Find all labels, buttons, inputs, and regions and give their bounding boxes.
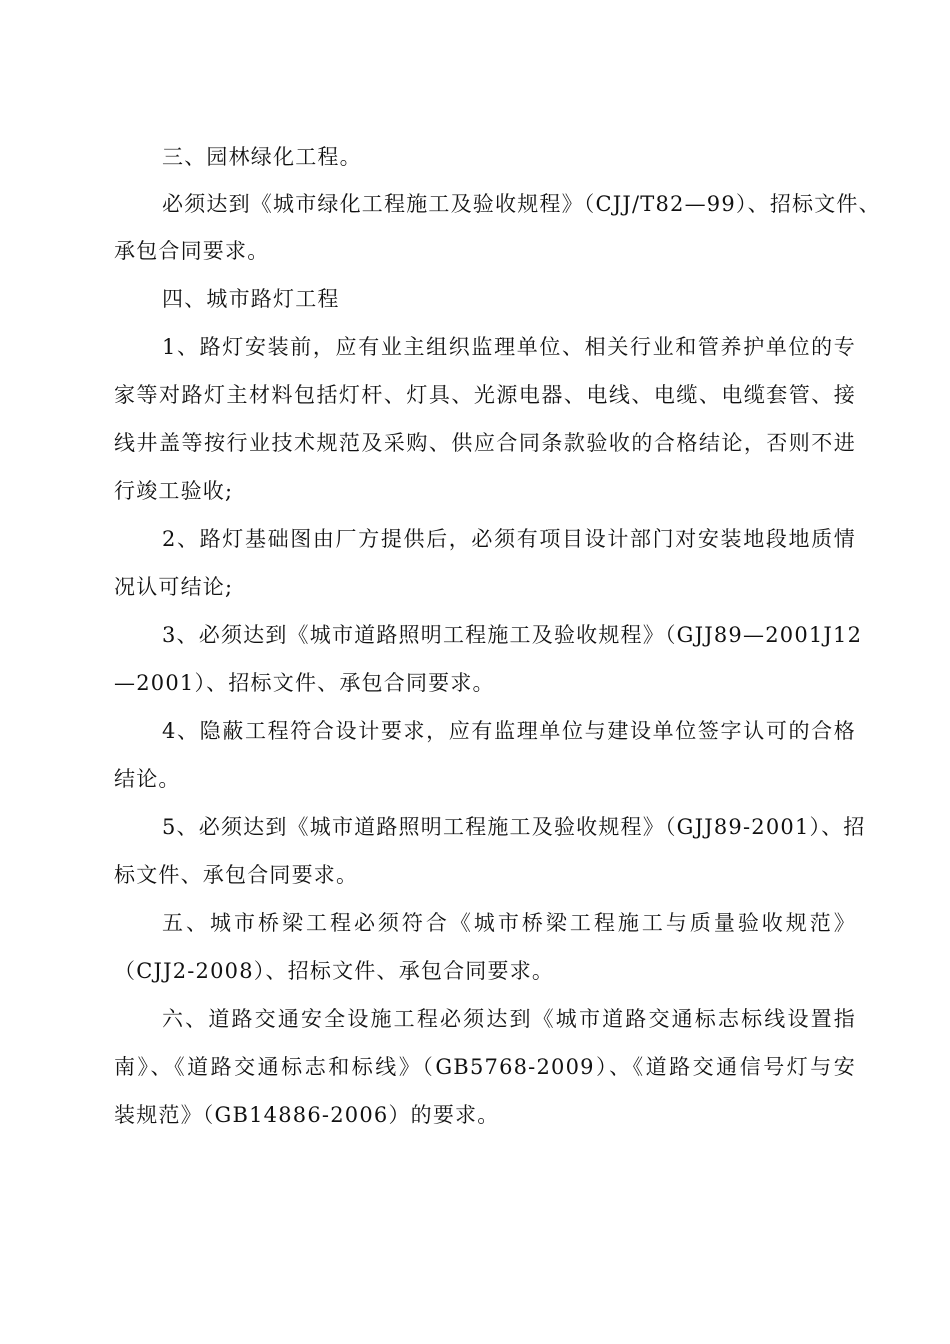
paragraph-line: 结论。 (114, 767, 181, 791)
paragraph-line: 5、必须达到《城市道路照明工程施工及验收规程》（GJJ89-2001）、招 (162, 815, 866, 839)
paragraph-line: 南》、《道路交通标志和标线》（GB5768-2009）、《道路交通信号灯与安 (114, 1055, 856, 1079)
paragraph-line: 行竣工验收; (114, 479, 234, 503)
paragraph-line: 承包合同要求。 (114, 239, 270, 263)
paragraph-line: 1、路灯安装前，应有业主组织监理单位、相关行业和管养护单位的专 (162, 335, 856, 359)
paragraph-line: 4、隐蔽工程符合设计要求，应有监理单位与建设单位签字认可的合格 (162, 719, 856, 743)
paragraph-line: 五、城市桥梁工程必须符合《城市桥梁工程施工与质量验收规范》 (162, 911, 856, 935)
section-heading-landscaping: 三、园林绿化工程。 (162, 145, 362, 169)
paragraph-line: —2001）、招标文件、承包合同要求。 (114, 671, 495, 695)
paragraph-line: 装规范》（GB14886-2006）的要求。 (114, 1103, 500, 1127)
section-heading-street-lighting: 四、城市路灯工程 (162, 287, 340, 311)
paragraph-line: 必须达到《城市绿化工程施工及验收规程》（CJJ/T82—99）、招标文件、 (162, 192, 881, 216)
paragraph-line: 标文件、承包合同要求。 (114, 863, 359, 887)
paragraph-line: 家等对路灯主材料包括灯杆、灯具、光源电器、电线、电缆、电缆套管、接 (114, 383, 856, 407)
paragraph-line: 3、必须达到《城市道路照明工程施工及验收规程》（GJJ89—2001J12 (162, 623, 863, 647)
paragraph-line: （CJJ2-2008）、招标文件、承包合同要求。 (114, 959, 555, 983)
paragraph-line: 2、路灯基础图由厂方提供后，必须有项目设计部门对安装地段地质情 (162, 527, 856, 551)
paragraph-line: 六、道路交通安全设施工程必须达到《城市道路交通标志标线设置指 (162, 1007, 856, 1031)
paragraph-line: 况认可结论; (114, 575, 234, 599)
paragraph-line: 线井盖等按行业技术规范及采购、供应合同条款验收的合格结论，否则不进 (114, 431, 856, 455)
